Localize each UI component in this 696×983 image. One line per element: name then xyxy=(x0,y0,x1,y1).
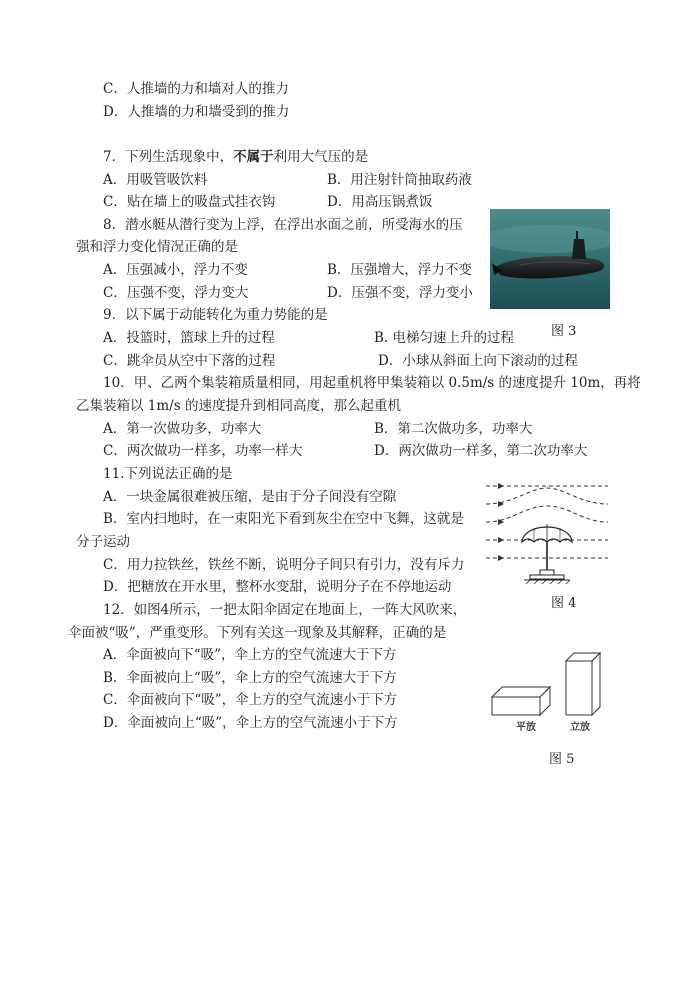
q7-stem-pre: 7．下列生活现象中， xyxy=(103,149,234,165)
q12-stem-line1: 12．如图4所示，一把太阳伞固定在地面上，一阵大风吹来， xyxy=(103,602,467,618)
q6-option-c: C．人推墙的力和墙对人的推力 xyxy=(103,81,289,97)
umbrella-wind-diagram xyxy=(484,476,610,588)
q11-option-b-line2: 分子运动 xyxy=(76,534,130,550)
q12-option-a: A．伞面被向下“吸”，伞上方的空气流速大于下方 xyxy=(103,647,397,663)
q7-option-d: D．用高压锅煮饭 xyxy=(327,194,433,210)
q9-option-b: B. 电梯匀速上升的过程 xyxy=(374,330,515,346)
q10-stem-line2: 乙集装箱以 1m/s 的速度提升到相同高度，那么起重机 xyxy=(76,398,401,414)
q9-option-a: A．投篮时，篮球上升的过程 xyxy=(103,330,275,346)
q10-stem-line1: 10．甲、乙两个集装箱质量相同，用起重机将甲集装箱以 0.5m/s 的速度提升 10m，再将 xyxy=(103,375,641,391)
q7-stem-post: 利用大气压的是 xyxy=(273,149,369,165)
upright-brick-label: 立放 xyxy=(570,722,590,733)
q10-option-d: D．两次做功一样多，第二次功率大 xyxy=(374,443,588,459)
flat-brick-label: 平放 xyxy=(516,722,536,733)
q7-option-a: A．用吸管吸饮料 xyxy=(103,172,208,188)
q11-option-b-line1: B．室内扫地时，在一束阳光下看到灰尘在空中飞舞，这就是 xyxy=(103,511,464,527)
q11-option-c: C．用力拉铁丝，铁丝不断，说明分子间只有引力，没有斥力 xyxy=(103,557,465,573)
q8-option-b: B．压强增大，浮力不变 xyxy=(327,262,472,278)
figure-4-caption: 图 4 xyxy=(551,596,577,611)
q7-stem-bold: 不属于 xyxy=(233,149,274,165)
q12-option-b: B．伞面被向上“吸”，伞上方的空气流速大于下方 xyxy=(103,670,397,686)
q8-option-a: A．压强减小，浮力不变 xyxy=(103,262,248,278)
q7-option-b: B．用注射针筒抽取药液 xyxy=(327,172,472,188)
q9-stem: 9．以下属于动能转化为重力势能的是 xyxy=(103,307,328,323)
q12-option-d: D．伞面被向上“吸”，伞上方的空气流速小于下方 xyxy=(103,715,398,731)
q8-stem-line1: 8．潜水艇从潜行变为上浮，在浮出水面之前，所受海水的压 xyxy=(103,217,463,233)
q10-option-c: C．两次做功一样多，功率一样大 xyxy=(103,443,303,459)
bricks-diagram xyxy=(488,645,610,735)
q9-option-c: C．跳伞员从空中下落的过程 xyxy=(103,353,276,369)
q11-stem: 11.下列说法正确的是 xyxy=(103,466,233,482)
submarine-image xyxy=(490,209,610,309)
figure-3-caption: 图 3 xyxy=(551,324,577,339)
q11-option-d: D．把糖放在开水里，整杯水变甜，说明分子在不停地运动 xyxy=(103,579,452,595)
q6-option-d: D．人推墙的力和墙受到的推力 xyxy=(103,104,290,120)
q10-option-b: B．第二次做功多，功率大 xyxy=(374,421,533,437)
q9-option-d: D．小球从斜面上向下滚动的过程 xyxy=(378,353,578,369)
q10-option-a: A．第一次做功多，功率大 xyxy=(103,421,262,437)
q7-stem xyxy=(103,148,368,166)
q12-option-c: C．伞面被向下“吸”，伞上方的空气流速小于下方 xyxy=(103,692,398,708)
q8-option-d: D．压强不变，浮力变小 xyxy=(327,285,473,301)
q7-option-c: C．贴在墙上的吸盘式挂衣钩 xyxy=(103,194,276,210)
q11-option-a: A．一块金属很难被压缩，是由于分子间没有空隙 xyxy=(103,489,397,505)
q12-stem-line2: 伞面被“吸”，严重变形。下列有关这一现象及其解释，正确的是 xyxy=(68,625,447,641)
q8-stem-line2: 强和浮力变化情况正确的是 xyxy=(76,239,238,255)
figure-5-caption: 图 5 xyxy=(549,752,575,767)
q8-option-c: C．压强不变，浮力变大 xyxy=(103,285,249,301)
